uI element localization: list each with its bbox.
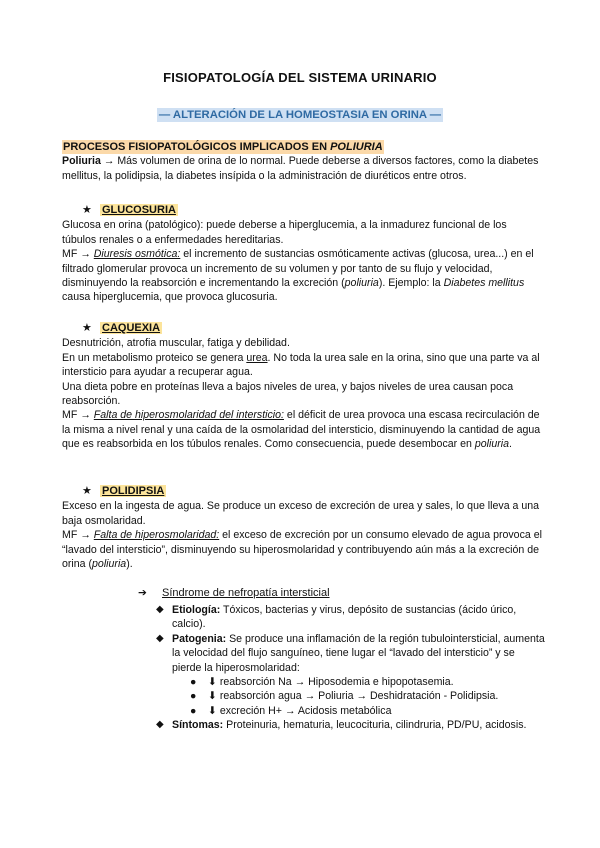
bullet-text: ⬇ reabsorción agua → Poliuria → Deshidratación - Polidipsia. — [208, 690, 499, 703]
mf-text-a: el exceso de excreción por un consumo elevado de agua provoca el “lavado del intersticio”, disminuyendo su hiperosmolaridad y contribuyendo aún más a la excreción de orina ( — [62, 529, 542, 571]
section-polidipsia — [62, 484, 542, 571]
list-item — [190, 689, 546, 703]
sintomas-label: Síntomas: — [172, 719, 224, 732]
nefropatia-title: Síndrome de nefropatía intersticial — [162, 587, 330, 599]
dot-bullet-icon: ● — [190, 690, 197, 703]
polidipsia-title: POLIDIPSIA — [102, 485, 165, 497]
mf-text-b: ). Ejemplo: la — [378, 277, 444, 290]
p2-urea: urea — [246, 351, 268, 364]
dot-bullet-icon: ● — [190, 704, 197, 717]
etiologia-item — [156, 603, 546, 632]
patogenia-text: Se produce una inflamación de la región tubulointersticial, aumenta la velocidad del flujo sanguíneo, tiene lugar el “lavado del intersticio” y se pierde la hiperosmolaridad: — [172, 632, 545, 674]
p2-b: . No toda la urea sale en la orina, sino que una parte va al intersticio para ayudar a recuperar agua. — [62, 351, 540, 379]
nefropatia-heading — [138, 586, 558, 600]
section-heading-highlight — [62, 140, 384, 154]
polidipsia-heading — [62, 484, 542, 498]
mf-prefix: MF → — [62, 409, 94, 422]
mf-term: Falta de hiperosmolaridad del intersticio: — [93, 409, 284, 422]
nefropatia-list — [156, 603, 546, 733]
polidipsia-mf — [62, 528, 542, 571]
mf-text-a: el déficit de urea provoca una escasa recirculación de la misma a nivel renal y una caída de la osmolaridad del intersticio, disminuyendo la cantidad de agua que es reabsorbida en los túbulos renales. Como consecuencia, puede desembocar en — [62, 409, 541, 451]
caquexia-title: CAQUEXIA — [102, 322, 161, 334]
mf-prefix: MF → — [62, 248, 94, 261]
mf-poliuria: poliuria — [344, 277, 379, 290]
mf-term: Falta de hiperosmolaridad: — [93, 529, 220, 542]
mf-prefix: MF → — [62, 529, 94, 542]
dot-bullet-icon: ● — [190, 676, 197, 689]
caquexia-heading — [62, 321, 542, 335]
star-icon: ★ — [82, 322, 92, 334]
sintomas-item — [156, 718, 546, 732]
diamond-bullet-icon: ◆ — [156, 604, 164, 615]
document-title: FISIOPATOLOGÍA DEL SISTEMA URINARIO — [163, 70, 437, 85]
heading-prefix: PROCESOS FISIOPATOLÓGICOS IMPLICADOS EN — [63, 141, 331, 153]
patogenia-item — [156, 632, 546, 675]
etiologia-label: Etiología: — [172, 604, 221, 616]
glucosuria-title: GLUCOSURIA — [102, 204, 176, 216]
mf-term: Diuresis osmótica: — [93, 248, 181, 261]
mf-poliuria: poliuria — [92, 558, 127, 571]
diamond-bullet-icon: ◆ — [156, 632, 164, 644]
poliuria-definition — [62, 154, 542, 183]
glucosuria-paragraph: Glucosa en orina (patológico): puede deberse a hiperglucemia, a la inmadurez funcional de los túbulos renales o a enfermedades hereditarias. — [62, 219, 507, 246]
p2-a: En un metabolismo proteico se genera — [62, 351, 247, 364]
polidipsia-p1: Exceso en la ingesta de agua. Se produce un exceso de excreción de urea y sales, lo que lleva a una baja osmolaridad. — [62, 500, 540, 527]
section-heading — [62, 140, 542, 154]
mf-text-c: causa hiperglucemia, que provoca glucosuria. — [62, 291, 278, 304]
heading-emphasis: POLIURIA — [330, 141, 383, 153]
caquexia-p2 — [62, 351, 542, 380]
bullet-text: ⬇ reabsorción Na → Hiposodemia e hipopotasemia. — [208, 676, 454, 689]
list-item — [190, 675, 546, 689]
mf-poliuria: poliuria — [474, 438, 509, 451]
section-poliuria — [62, 140, 542, 183]
list-item — [190, 704, 546, 718]
patogenia-label: Patogenia: — [172, 632, 227, 645]
section-glucosuria — [62, 203, 542, 305]
subtitle-highlight: — ALTERACIÓN DE LA HOMEOSTASIA EN ORINA — — [158, 109, 442, 121]
mf-diabetes: Diabetes mellitus — [443, 277, 525, 290]
mf-text-a: el incremento de sustancias osmóticamente activas (glucosa, urea...) en el filtrado glomerular provoca un incremento de su volumen y por tanto de su flujo y velocidad, disminuyendo la reabsorción e incrementando la excreción ( — [62, 248, 534, 290]
document-subtitle — [0, 108, 600, 122]
section-caquexia — [62, 321, 542, 452]
star-icon: ★ — [82, 485, 92, 497]
etiologia-text: Tóxicos, bacterias y virus, depósito de sustancias (ácido úrico, calcio). — [172, 604, 517, 631]
patogenia-bullets — [156, 675, 546, 718]
glucosuria-mf — [62, 247, 542, 305]
diamond-bullet-icon: ◆ — [156, 719, 164, 731]
bullet-text: ⬇ excreción H+ → Acidosis metabólica — [208, 704, 392, 717]
mf-text-b: . — [509, 438, 512, 451]
caquexia-p1: Desnutrición, atrofia muscular, fatiga y debilidad. — [62, 337, 290, 350]
sintomas-text: Proteinuria, hematuria, leucocituria, cilindruria, PD/PU, acidosis. — [223, 719, 527, 732]
arrow-right-icon: ➔ — [138, 587, 147, 599]
mf-text-b: ). — [126, 558, 133, 571]
poliuria-term: Poliuria — [62, 155, 101, 168]
glucosuria-heading — [62, 203, 542, 217]
star-icon: ★ — [82, 204, 92, 216]
caquexia-mf — [62, 408, 542, 451]
poliuria-text: → Más volumen de orina de lo normal. Puede deberse a diversos factores, como la diabetes mellitus, la polidipsia, la diabetes insípida o la administración de diuréticos entre otros. — [62, 155, 539, 182]
caquexia-p3: Una dieta pobre en proteínas lleva a bajos niveles de urea, y bajos niveles de urea causan poca reabsorción. — [62, 380, 514, 408]
